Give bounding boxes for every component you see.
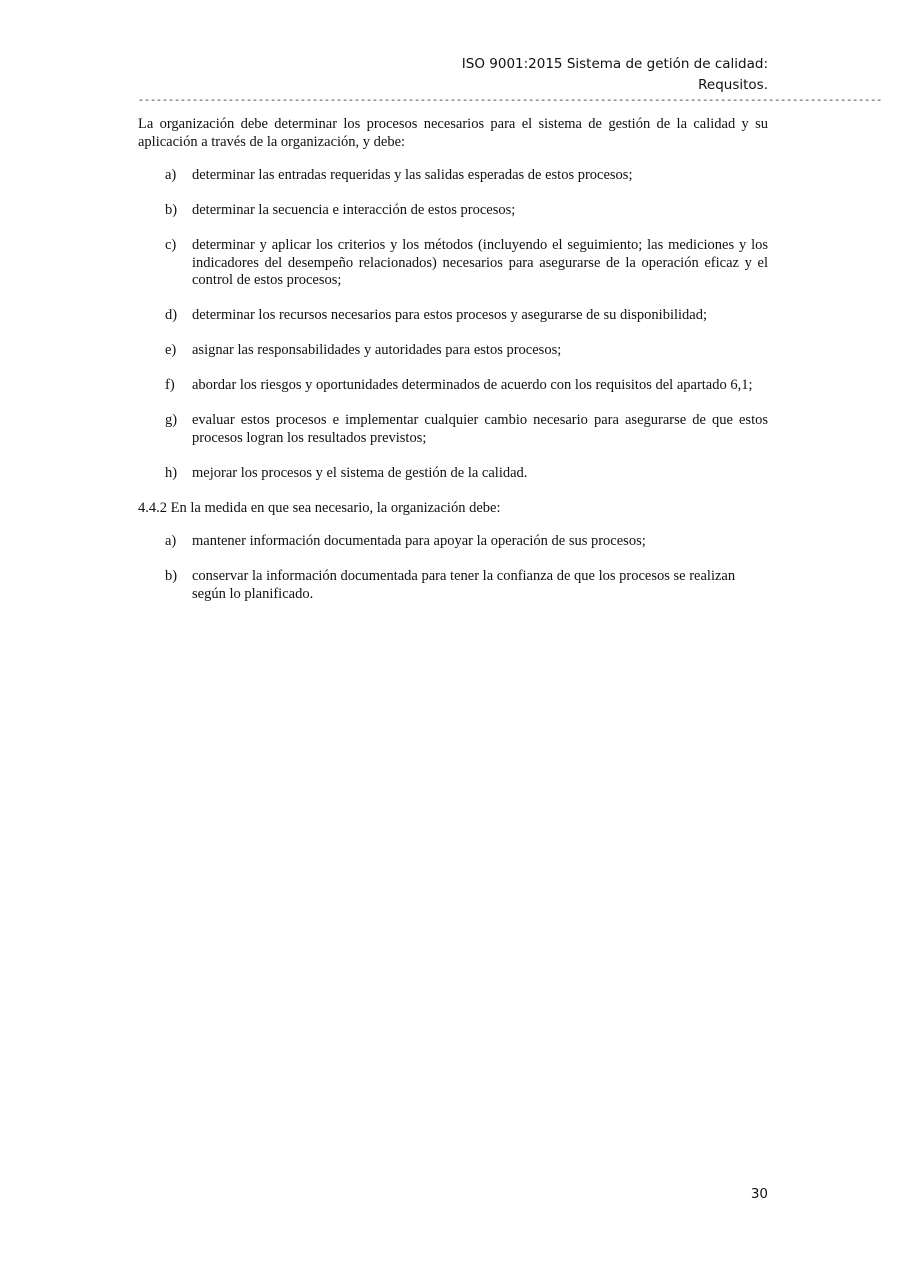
list-item	[138, 412, 768, 447]
list-item	[138, 307, 768, 325]
list-item-text: mantener información documentada para apoyar la operación de sus procesos;	[192, 533, 646, 549]
page-header	[138, 54, 768, 96]
list-item-letter: b)	[165, 568, 178, 584]
page-body	[138, 116, 768, 621]
list-item-text: determinar y aplicar los criterios y los métodos (incluyendo el seguimiento; las mediciones y los indicadores del desempeño relacionados) necesarios para asegurarse de la operación eficaz y el control de estos procesos;	[192, 237, 768, 288]
list-item-letter: d)	[165, 307, 178, 323]
list-item	[138, 167, 768, 185]
list-item-text: conservar la información documentada para tener la confianza de que los procesos se realizan según lo planificado.	[192, 568, 736, 602]
list-item-letter: a)	[165, 167, 177, 183]
list-item	[138, 568, 768, 603]
list-item-text: determinar los recursos necesarios para estos procesos y asegurarse de su disponibilidad;	[192, 307, 707, 323]
list-item-text: determinar la secuencia e interacción de estos procesos;	[192, 202, 516, 218]
header-divider: ----------------------------------------------------------------------------------------------------------------------------	[138, 96, 883, 107]
list-item-text: mejorar los procesos y el sistema de gestión de la calidad.	[192, 464, 528, 481]
header-subtitle: Requsitos.	[698, 77, 768, 93]
documentation-list	[138, 533, 768, 603]
section-heading: 4.4.2 En la medida en que sea necesario, la organización debe:	[138, 499, 501, 516]
list-item-letter: c)	[165, 237, 177, 253]
page-number: 30	[750, 1186, 768, 1202]
list-item-text: evaluar estos procesos e implementar cualquier cambio necesario para asegurarse de que estos procesos logran los resultados previstos;	[192, 412, 768, 446]
intro-paragraph: La organización debe determinar los procesos necesarios para el sistema de gestión de la calidad y su aplicación a través de la organización, y debe:	[138, 116, 768, 150]
list-item	[138, 533, 768, 551]
list-item-letter: e)	[165, 342, 177, 358]
list-item-letter: b)	[165, 202, 178, 218]
requirements-list	[138, 167, 768, 482]
list-item-letter: g)	[165, 412, 178, 428]
header-title: ISO 9001:2015 Sistema de getión de calidad:	[461, 56, 768, 72]
list-item	[138, 237, 768, 290]
list-item	[138, 342, 768, 360]
list-item-text: determinar las entradas requeridas y las salidas esperadas de estos procesos;	[192, 167, 633, 183]
list-item-letter: a)	[165, 533, 177, 549]
list-item	[138, 377, 768, 395]
list-item-letter: f)	[165, 377, 175, 393]
list-item-letter: h)	[165, 464, 178, 481]
list-item-text: abordar los riesgos y oportunidades determinados de acuerdo con los requisitos del apartado 6,1;	[192, 377, 753, 393]
list-item-text: asignar las responsabilidades y autoridades para estos procesos;	[192, 342, 562, 358]
list-item	[138, 202, 768, 220]
list-item	[138, 465, 768, 483]
